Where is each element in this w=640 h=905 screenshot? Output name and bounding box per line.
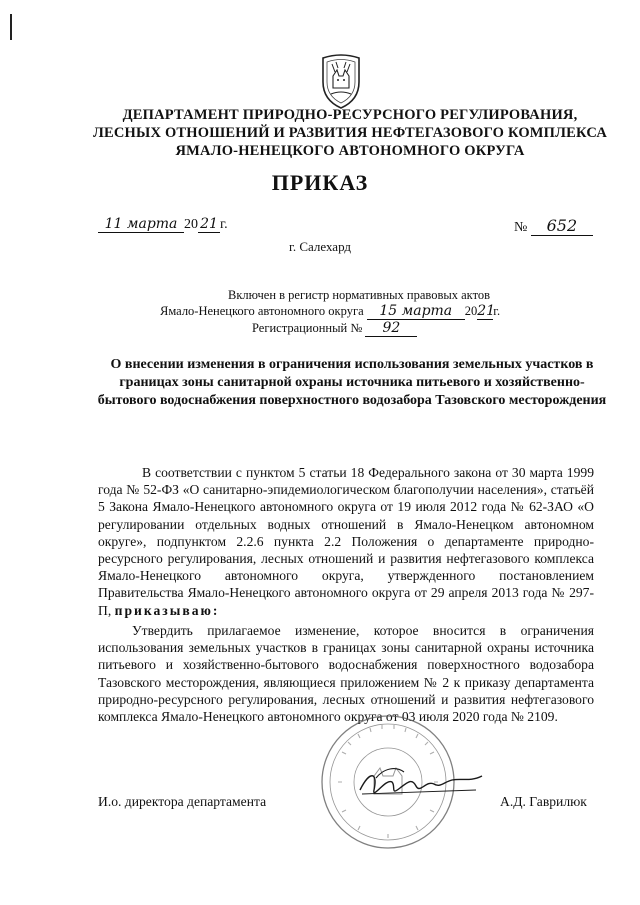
document-title: ПРИКАЗ [271, 170, 369, 195]
registration-label: Регистрационный № [252, 321, 363, 335]
registry-line-1: Включен в регистр нормативных правовых актов [228, 288, 491, 302]
handwritten-signature [356, 760, 486, 806]
department-line-2: ЛЕСНЫХ ОТНОШЕНИЙ И РАЗВИТИЯ НЕФТЕГАЗОВОГО КОМПЛЕКСА [92, 125, 608, 141]
signatory-position: И.о. директора департамента [98, 794, 267, 809]
registry-year-handwritten: 21 [477, 303, 496, 319]
department-line-3: ЯМАЛО-НЕНЕЦКОГО АВТОНОМНОГО ОКРУГА [175, 143, 525, 159]
date-year-handwritten: 21 [198, 216, 220, 233]
registry-year-suffix: г. [493, 304, 501, 318]
date-handwritten: 11 марта [98, 216, 184, 233]
number-value: 652 [531, 216, 593, 236]
registry-region: Ямало-Ненецкого автономного округа [160, 304, 364, 318]
registry-line-2 [160, 303, 560, 320]
city: г. Салехард [288, 239, 352, 254]
command-word: приказываю: [114, 602, 220, 618]
preamble-paragraph [98, 464, 594, 619]
decision-paragraph: Утвердить прилагаемое изменение, которое вносится в ограничения использования земельных участков в границах зоны санитарной охраны источника питьевого и хозяйственно-бытового водоснабжения поверхностного водозабора Тазовского месторождения, являющиеся приложением № 2 к приказу департамента природно-ресурсного регулирования, лесных отношений и развития нефтегазового комплекса Ямало-Ненецкого автономного округа от 03 июля 2020 года № 2109. [98, 623, 594, 725]
number-label: № [514, 220, 528, 235]
registry-date-handwritten: 15 марта [367, 303, 465, 320]
registry-line-3 [160, 320, 560, 337]
coat-of-arms-icon [318, 52, 364, 110]
margin-mark [10, 14, 12, 40]
order-subject: О внесении изменения в ограничения использования земельных участков в границах зоны санитарной охраны источника питьевого и хозяйственно-бытового водоснабжения поверхностного водозабора Тазовского месторождения [97, 357, 607, 408]
registration-number: 92 [365, 320, 417, 337]
department-header [60, 106, 640, 160]
preamble-text: В соответствии с пунктом 5 статьи 18 Федерального закона от 30 марта 1999 года № 52-ФЗ «О санитарно-эпидемиологическом благополучии населения», статьёй 5 Закона Ямало-Ненецкого автономного округа от 19 июля 2012 года № 62-ЗАО «О регулировании отдельных водных отношений в Ямало-Ненецком автономном округе», подпунктом 2.2.6 пункта 2.2 Положения о департаменте природно-ресурсного регулирования, лесных отношений и развития нефтегазового комплекса Ямало-Ненецкого автономного округа, утвержденного постановлением Правительства Ямало-Ненецкого автономного округа от 29 апреля 2013 года № 297-П, [98, 465, 594, 618]
date-suffix: г. [220, 217, 228, 232]
department-line-1: ДЕПАРТАМЕНТ ПРИРОДНО-РЕСУРСНОГО РЕГУЛИРОВАНИЯ, [122, 107, 578, 123]
signatory-name: А.Д. Гаврилюк [500, 794, 587, 809]
registry-year-prefix: 20 [464, 304, 478, 318]
registry-stamp [160, 287, 560, 337]
order-number [514, 216, 593, 236]
order-date [98, 216, 228, 233]
date-year-prefix: 20 [184, 217, 198, 232]
